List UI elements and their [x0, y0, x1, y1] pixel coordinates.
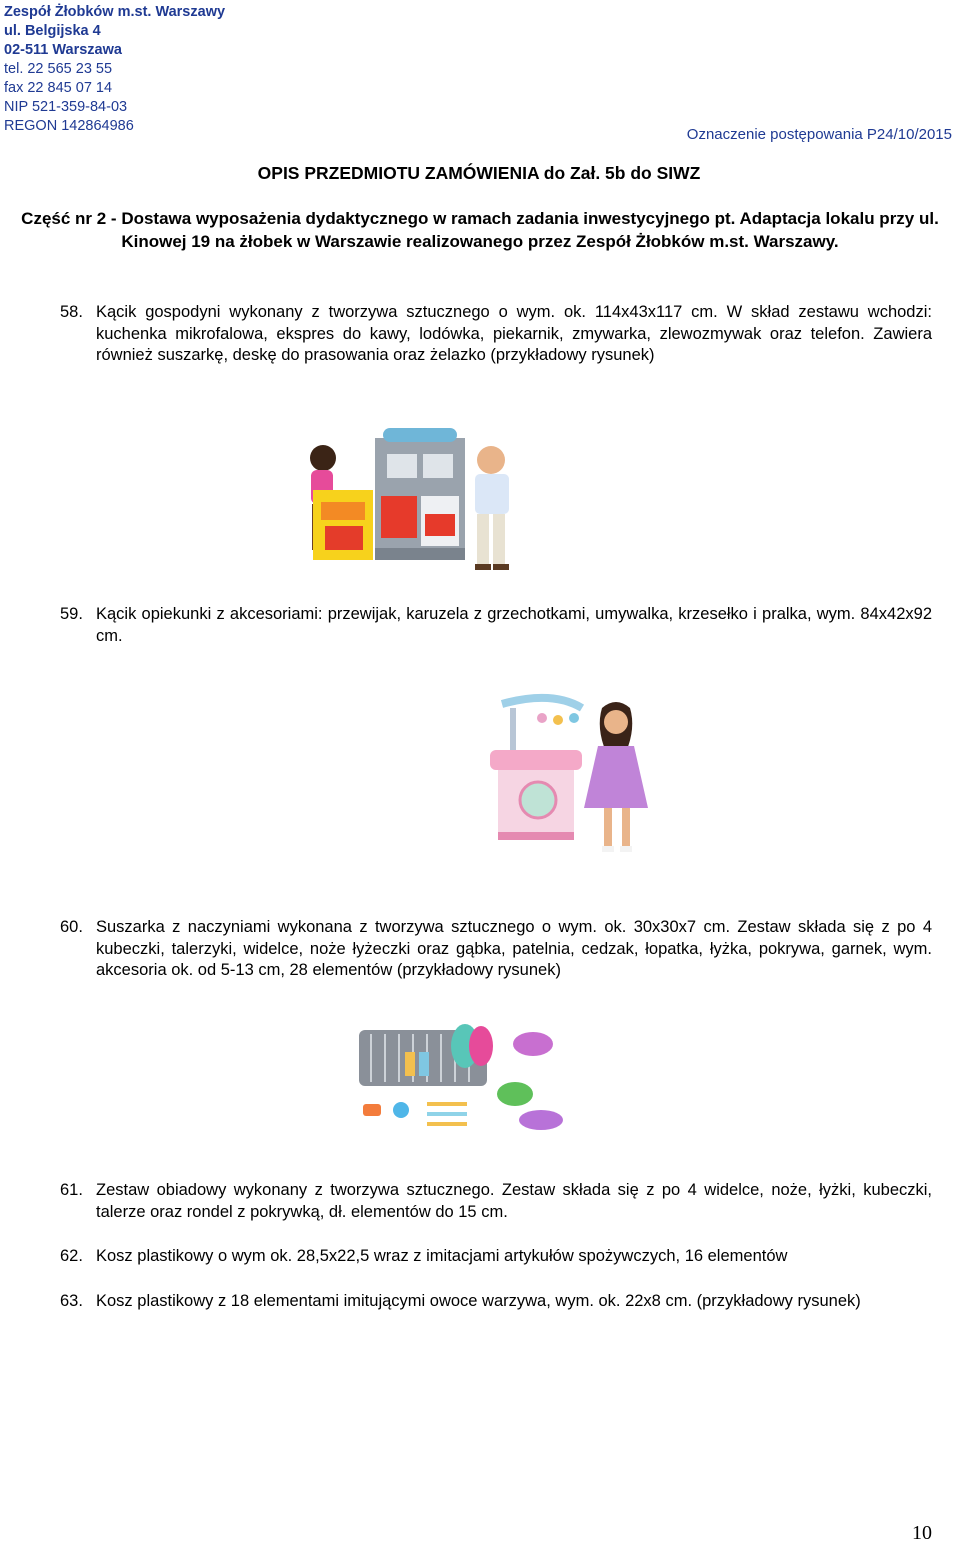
item-number: 61.: [60, 1181, 83, 1199]
item-text: Kosz plastikowy z 18 elementami imitującymi owoce warzywa, wym. ok. 22x8 cm. (przykładowy rysunek): [96, 1292, 861, 1310]
document-title: [0, 163, 960, 184]
item-text: Suszarka z naczyniami wykonana z tworzywa sztucznego o wym. ok. 30x30x7 cm. Zestaw składa się z po 4 kubeczki, talerzyki, widelce, noże łyżeczki oraz gąbka, patelnia, cedzak, łopatka, łyżka, pokrywa, garnek, wym. akcesoria ok. od 5-13 cm, 28 elementów (przykładowy rysunek): [96, 918, 932, 979]
item-text: Kącik gospodyni wykonany z tworzywa sztucznego o wym. ok. 114x43x117 cm. W skład zestawu wchodzi: kuchenka mikrofalowa, ekspres do kawy, lodówka, piekarnik, zmywarka, zlewozmywak oraz telefon. Zawiera również suszarkę, deskę do prasowania oraz żelazko (przykładowy rysunek): [96, 303, 932, 364]
org-street: ul. Belgijska 4: [4, 23, 101, 39]
item-text: Kosz plastikowy o wym ok. 28,5x22,5 wraz z imitacjami artykułów spożywczych, 16 elementów: [96, 1247, 788, 1265]
org-city: 02-511 Warszawa: [4, 42, 122, 58]
list-item-62: [60, 1246, 932, 1268]
document-title-text: OPIS PRZEDMIOTU ZAMÓWIENIA do Zał. 5b do SIWZ: [257, 163, 701, 183]
org-regon: REGON 142864986: [4, 118, 134, 134]
dish-drainer-image: [355, 1016, 565, 1138]
item-text: Kącik opiekunki z akcesoriami: przewijak, karuzela z grzechotkami, umywalka, krzesełko i pralka, wym. 84x42x92 cm.: [96, 605, 932, 645]
org-name: Zespół Żłobków m.st. Warszawy: [4, 4, 226, 20]
item-number: 60.: [60, 918, 83, 936]
procedure-reference: Oznaczenie postępowania P24/10/2015: [686, 126, 952, 143]
item-number: 62.: [60, 1247, 83, 1265]
org-fax: fax 22 845 07 14: [4, 80, 113, 96]
list-item-63: [60, 1291, 932, 1313]
organization-header: [4, 3, 225, 136]
item-number: 63.: [60, 1292, 83, 1310]
list-item-59: [60, 604, 932, 647]
org-nip: NIP 521-359-84-03: [4, 99, 128, 115]
item-text: Zestaw obiadowy wykonany z tworzywa sztucznego. Zestaw składa się z po 4 widelce, noże, łyżki, kubeczki, talerze oraz rondel z pokrywką, dł. elementów do 15 cm.: [96, 1181, 932, 1221]
item-number: 59.: [60, 605, 83, 623]
babysitter-corner-image: [462, 688, 662, 868]
page-number: 10: [912, 1522, 932, 1544]
list-item-60: [60, 917, 932, 982]
list-item-61: [60, 1180, 932, 1223]
item-number: 58.: [60, 303, 83, 321]
kitchen-playset-image: [295, 418, 555, 580]
list-item-58: [60, 302, 932, 367]
org-phone: tel. 22 565 23 55: [4, 61, 113, 77]
document-subtitle: Część nr 2 - Dostawa wyposażenia dydaktycznego w ramach zadania inwestycyjnego pt. Adaptacja lokalu przy ul. Kinowej 19 na żłobek w Warszawie realizowanego przez Zespół Żłobków m.st. Warszawy.: [21, 209, 939, 251]
